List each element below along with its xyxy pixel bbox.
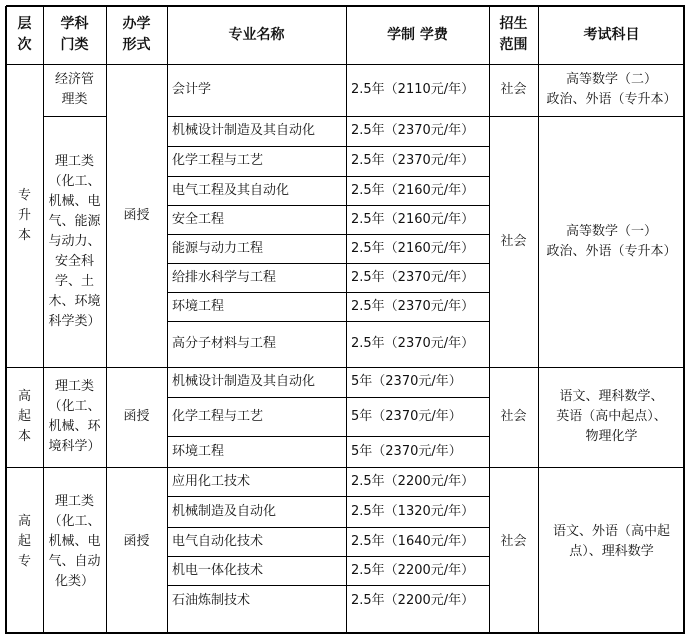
duration-fee: 2.5年（2160元/年） <box>351 240 475 256</box>
major-name: 电气工程及其自动化 <box>172 182 290 198</box>
duration-fee: 2.5年（2160元/年） <box>351 211 475 227</box>
major-name: 高分子材料与工程 <box>172 336 277 351</box>
enrollment-scope: 社会 <box>500 534 527 549</box>
major-name: 给排水科学与工程 <box>172 269 277 285</box>
major-name: 会计学 <box>172 82 212 97</box>
header-exam: 考试科目 <box>583 26 640 43</box>
duration-fee: 2.5年（2200元/年） <box>351 593 475 608</box>
header-category: 学科 门类 <box>60 16 89 53</box>
major-name: 化学工程与工艺 <box>172 408 264 424</box>
major-name: 电气自动化技术 <box>172 533 264 549</box>
duration-fee: 5年（2370元/年） <box>351 408 462 424</box>
major-name: 应用化工技术 <box>172 473 251 489</box>
header-major: 专业名称 <box>228 26 285 43</box>
subject-category: 理工类 （化工、 机械、电 气、自动 化类） <box>48 494 101 589</box>
enrollment-table <box>6 6 685 634</box>
exam-subjects: 高等数学（一） 政治、外语（专升本） <box>546 223 677 259</box>
duration-fee: 2.5年（2370元/年） <box>351 298 475 314</box>
study-mode: 函授 <box>123 207 150 223</box>
major-name: 机械制造及自动化 <box>172 503 277 519</box>
major-name: 化学工程与工艺 <box>172 153 264 168</box>
study-mode: 函授 <box>123 409 150 424</box>
duration-fee: 2.5年（1320元/年） <box>351 503 475 519</box>
column-divider <box>5 6 7 634</box>
duration-fee: 2.5年（2200元/年） <box>351 562 475 578</box>
major-name: 机械设计制造及其自动化 <box>172 123 316 138</box>
exam-subjects: 语文、外语（高中起 点）、理科数学 <box>552 524 670 559</box>
duration-fee: 5年（2370元/年） <box>351 374 462 389</box>
exam-subjects: 高等数学（二） 政治、外语（专升本） <box>546 72 677 107</box>
duration-fee: 2.5年（2200元/年） <box>351 473 475 489</box>
duration-fee: 2.5年（2370元/年） <box>351 336 475 351</box>
column-divider <box>106 6 107 634</box>
major-name: 环境工程 <box>172 298 225 314</box>
enrollment-scope: 社会 <box>500 233 527 249</box>
education-level: 高 起 专 <box>17 514 31 569</box>
major-name: 机电一体化技术 <box>172 562 264 578</box>
major-name: 机械设计制造及其自动化 <box>172 374 316 389</box>
duration-fee: 2.5年（1640元/年） <box>351 533 475 549</box>
header-level: 层 次 <box>17 16 32 53</box>
column-divider <box>538 6 539 634</box>
column-divider <box>167 6 168 634</box>
major-name: 石油炼制技术 <box>172 593 251 608</box>
subject-category: 理工类 （化工、 机械、环 境科学） <box>48 379 101 454</box>
study-mode: 函授 <box>123 534 150 549</box>
header-mode: 办学 形式 <box>122 16 151 53</box>
duration-fee: 2.5年（2370元/年） <box>351 123 475 138</box>
subject-category: 理工类 （化工、 机械、电 气、能源 与动力、 安全科 学、土 木、环境 科学类） <box>48 153 101 329</box>
duration-fee: 2.5年（2370元/年） <box>351 153 475 168</box>
major-name: 环境工程 <box>172 443 225 459</box>
duration-fee: 5年（2370元/年） <box>351 443 462 459</box>
header-scope: 招生 范围 <box>499 16 528 53</box>
major-name: 安全工程 <box>172 211 225 227</box>
column-divider <box>346 6 347 634</box>
duration-fee: 2.5年（2160元/年） <box>351 182 475 198</box>
duration-fee: 2.5年（2370元/年） <box>351 269 475 285</box>
duration-fee: 2.5年（2110元/年） <box>351 82 475 97</box>
major-name: 能源与动力工程 <box>172 240 264 256</box>
column-divider <box>43 6 44 634</box>
subject-category: 经济管 理类 <box>54 72 94 107</box>
column-divider <box>489 6 490 634</box>
education-level: 高 起 本 <box>17 389 31 444</box>
exam-subjects: 语文、理科数学、 英语（高中起点）、 物理化学 <box>556 389 667 444</box>
column-divider <box>683 6 685 634</box>
enrollment-scope: 社会 <box>500 82 527 97</box>
education-level: 专 升 本 <box>17 187 31 243</box>
header-duration-fee: 学制 学费 <box>387 26 448 43</box>
enrollment-scope: 社会 <box>500 409 527 424</box>
